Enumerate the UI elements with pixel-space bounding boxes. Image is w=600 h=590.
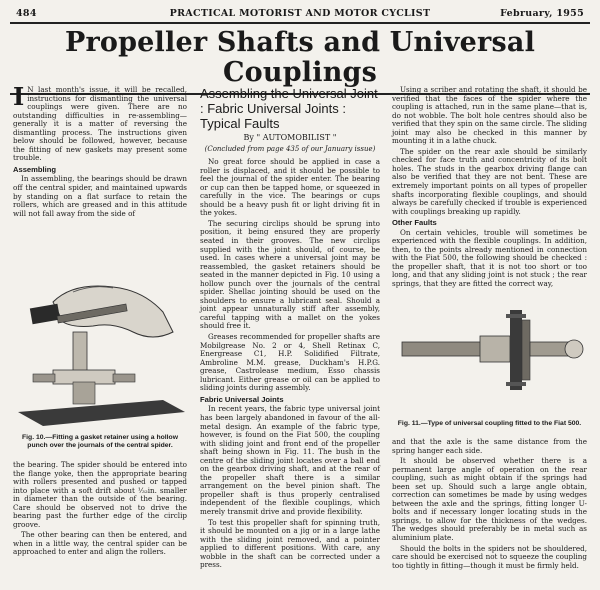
column-2	[200, 86, 380, 572]
heading-assembling: Assembling	[13, 164, 57, 174]
figure-11-caption: Fig. 11.—Type of universal coupling fitted to the Fiat 500.	[397, 420, 582, 427]
drop-cap: I	[13, 82, 25, 111]
figure-10-caption: Fig. 10.—Fitting a gasket retainer using a hollow punch over the journals of the central spider.	[22, 434, 178, 449]
heading-fabric-joints: Fabric Universal Joints	[200, 394, 284, 404]
journal-title: PRACTICAL MOTORIST AND MOTOR CYCLIST	[169, 8, 431, 19]
byline: By " AUTOMOBILIST "	[243, 133, 337, 142]
paragraph: To test this propeller shaft for spinning truth, it should be mounted on a jig or in a large lathe with the sliding joint removed, and a pointer applied to different positions. With care, any wobble in the shaft can be corrected under a press.	[200, 517, 380, 570]
sliding-joint	[480, 336, 510, 362]
paragraph: and that the axle is the same distance from the spring hanger each side.	[392, 437, 587, 455]
figure-11-illustration	[392, 290, 587, 418]
fabric-coupling	[510, 310, 522, 390]
hollow-punch	[73, 332, 87, 372]
intro-paragraph	[13, 82, 187, 163]
page-header	[16, 8, 584, 22]
propeller-shaft	[402, 342, 482, 356]
figure-10-illustration	[13, 262, 187, 430]
paragraph: No great force should be applied in case a roller is displaced, and it should be possible to feel the journal of the spider enter. The bearing or cup can then be tapped home, or squeezed in carefully in the vice. The bearings or cups should be a heavy push fit or light driving fit in the yokes.	[200, 157, 380, 218]
column-3-continued	[392, 438, 587, 572]
issue-date: February, 1955	[500, 8, 584, 19]
article-subheading: Assembling the Universal Joint : Fabric Universal Joints : Typical Faults	[200, 86, 378, 131]
paragraph: The securing circlips should be sprung into position, it being ensured they are properly seated in their grooves. The new circlips supplied with the joint should, of course, be used. In cases where a universal joint may be reassembled, the gasket retainers should be seated in the manner depicted in Fig. 10 using a hollow punch over the journals of the central spider. Shellac jointing should be used on the shoulders to ensure a lubricant seal. Should a joint appear unnaturally stiff after assembly, careful tapping with a mallet on the yokes should free it.	[200, 218, 380, 331]
paragraph: the bearing. The spider should be entered into the flange yoke, then the appropriate bearing with rollers presented and pushed or tapped into place with a soft drift about ⅟₃₂in. smaller in diameter than the outside of the bearing. Care should be observed not to drive the bearing past the further edge of the circlip groove.	[13, 460, 187, 529]
article-title: Propeller Shafts and Universal Couplings	[10, 22, 590, 95]
paragraph: In assembling, the bearings should be drawn off the central spider, and maintained upwards by standing on a flat surface to retain the rollers, which are greased and in this attitude will not fall away from the side of	[13, 174, 187, 218]
column-1	[13, 82, 187, 220]
paragraph: Using a scriber and rotating the shaft, it should be verified that the faces of the spider where the coupling is attached, run in the same plane—that is, do not wobble. The bolt hole centres should also be verified that they spin on the same circle. The sliding joint may also be checked in this manner by mounting it in a lathe chuck.	[392, 85, 587, 146]
paragraph: Greases recommended for propeller shafts are Mobilgrease No. 2 or 4, Shell Retinax C, Energrease C1, H.P. Solidified Filtrate, Ambroline M.M. grease, Duckham's H.P.G. grease, Castrolease medium, Esso chassis lubricant. Either grease or oil can be applied to sliding joints during assembly.	[200, 332, 380, 393]
heading-other-faults: Other Faults	[392, 218, 437, 228]
column-1-continued	[13, 461, 187, 559]
paragraph: On certain vehicles, trouble will sometimes be experienced with the flexible couplings. In addition, then, to the points already mentioned in connection with the Fiat 500, the following should be checked : the propeller shaft, that it is not too short or too long, and that any sliding joint is not stuck ; the rear springs, that they are fitted the correct way,	[392, 227, 587, 289]
paragraph: The other bearing can then be entered, and when in a little way, the central spider can be approached to enter and align the rollers.	[13, 530, 187, 557]
paragraph: It should be observed whether there is a permanent large angle of operation on the rear coupling, such as might obtain if the springs had been set up. Should such a large angle obtain, correction can sometimes be made by using wedges between the axle and the springs, fitting longer U-bolts and if necessary longer locating studs in the springs, to allow for the thickness of the wedges. The wedges should preferably be in metal such as aluminium plate.	[392, 456, 587, 543]
intro-text: N last month's issue, it will be recalled, instructions for dismantling the universal couplings were given. There are no outstanding difficulties in re-assembling—generally it is a matter of reversing the dismantling process. The instructions given below should be followed, however, because the fitting of new gaskets may present some trouble.	[13, 85, 187, 163]
column-3	[392, 86, 587, 291]
page-number: 484	[16, 8, 37, 19]
paragraph: The spider on the rear axle should be similarly checked for face truth and concentricity of its bolt holes. The studs in the gearbox driving flange can also be verified that they are not bent. These are extremely important points on all types of propeller shafts incorporating flexible couplings, and should always be carefully checked if trouble is experienced with couplings breaking up rapidly.	[392, 146, 587, 216]
paragraph: Should the bolts in the spiders not be shouldered, care should be exercised not to squeeze the coupling too tightly in fitting—though it must be firmly held.	[392, 543, 587, 570]
continuation-note: (Concluded from page 435 of our January issue)	[204, 144, 376, 153]
paragraph: In recent years, the fabric type universal joint has been largely abandoned in favour of the all-metal design. An example of the fabric type, however, is found on the Fiat 500, the coupling with sliding joint and front end of the propeller shaft being shown in Fig. 11. The bush in the centre of the sliding joint locates over a ball end on the gearbox driving shaft, and at the rear of the propeller shaft there is a similar arrangement on the bevel pinion shaft. The propeller shaft is thus properly centralised independent of the flexible couplings, which merely transmit drive and provide flexibility.	[200, 404, 380, 516]
